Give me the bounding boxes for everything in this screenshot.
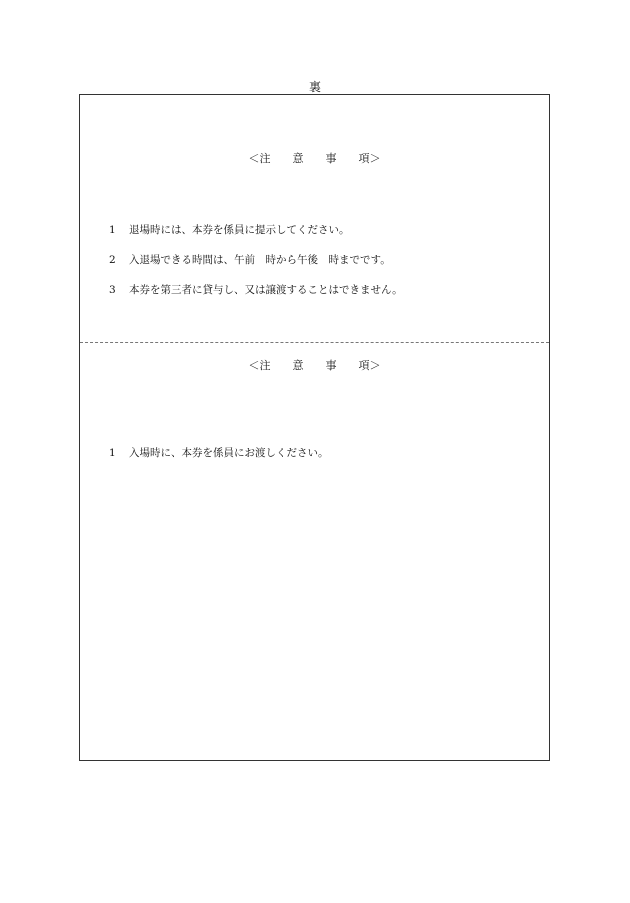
notice-number: 3 bbox=[109, 284, 116, 296]
top-notice-list bbox=[89, 211, 539, 301]
notice-item bbox=[89, 271, 539, 301]
notice-text: 本券を第三者に貸与し、又は譲渡することはできません。 bbox=[129, 284, 403, 296]
notice-text: 入退場できる時間は、午前 時から午後 時までです。 bbox=[129, 254, 391, 266]
notice-number: 1 bbox=[109, 447, 116, 459]
notice-item bbox=[89, 211, 539, 241]
ticket-frame bbox=[79, 94, 550, 761]
cut-line-divider bbox=[80, 342, 549, 343]
page-side-label: 裏 bbox=[308, 80, 321, 94]
bottom-section-heading: ＜注 意 事 項＞ bbox=[248, 359, 381, 372]
notice-item bbox=[89, 434, 539, 464]
notice-item bbox=[89, 241, 539, 271]
bottom-notice-list bbox=[89, 434, 539, 464]
top-section-heading: ＜注 意 事 項＞ bbox=[248, 152, 381, 165]
notice-number: 1 bbox=[109, 224, 116, 236]
notice-text: 退場時には、本券を係員に提示してください。 bbox=[129, 224, 350, 236]
notice-number: 2 bbox=[109, 254, 116, 266]
notice-text: 入場時に、本券を係員にお渡しください。 bbox=[129, 447, 329, 459]
